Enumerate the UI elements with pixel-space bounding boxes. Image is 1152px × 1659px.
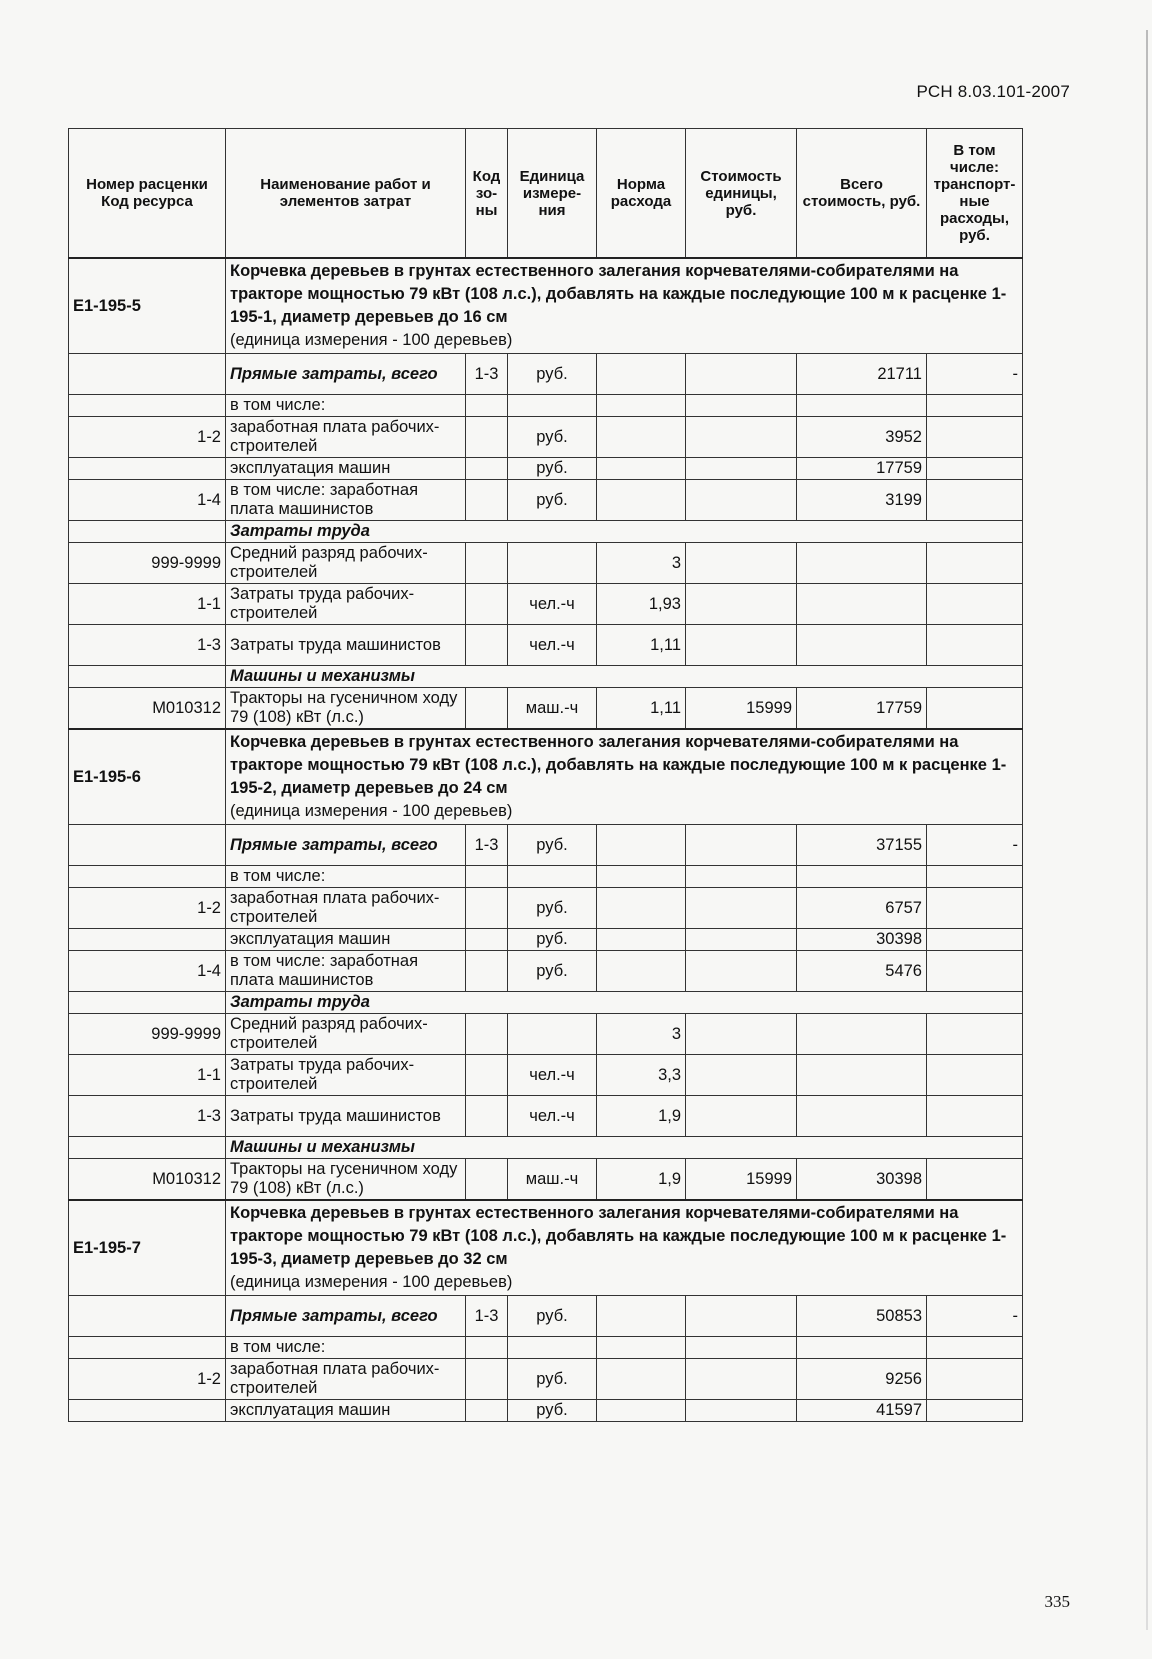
norm-value: 1,11 (597, 688, 686, 730)
unit: чел.-ч (508, 1055, 597, 1096)
header-code: Номер расценки Код ресурса (69, 129, 226, 259)
direct-costs-label: Прямые затраты, всего (226, 354, 466, 395)
norm-value: 3 (597, 1014, 686, 1055)
transport-cost: - (927, 1296, 1023, 1337)
machinist-wages-label: в том числе: заработная плата машинистов (226, 951, 466, 992)
header-transport: В том числе: транспорт-ные расходы, руб. (927, 129, 1023, 259)
unit: руб. (508, 929, 597, 951)
norm-value: 1,93 (597, 584, 686, 625)
rate-code: Е1-195-7 (69, 1200, 226, 1296)
including-row (69, 1337, 1023, 1359)
labor-workers-row (69, 1055, 1023, 1096)
rate-code: Е1-195-6 (69, 729, 226, 825)
resource-code: 1-3 (69, 1096, 226, 1137)
machines-exp-label: эксплуатация машин (226, 929, 466, 951)
machinist-wages-row (69, 480, 1023, 521)
total-cost: 17759 (797, 458, 927, 480)
avg-grade-label: Средний разряд рабочих-строителей (226, 543, 466, 584)
unit: руб. (508, 458, 597, 480)
unit: руб. (508, 480, 597, 521)
zone-code: 1-3 (466, 1296, 508, 1337)
unit: руб. (508, 951, 597, 992)
header-name: Наименование работ и элементов затрат (226, 129, 466, 259)
including-label: в том числе: (226, 395, 466, 417)
unit: чел.-ч (508, 584, 597, 625)
machines-header-row (69, 1137, 1023, 1159)
header-norm: Норма расхода (597, 129, 686, 259)
machinist-wages-row (69, 951, 1023, 992)
header-total-cost: Всего стоимость, руб. (797, 129, 927, 259)
section-title-text: Корчевка деревьев в грунтах естественного залегания корчевателями-собирателями на тракторе мощностью 79 кВт (108 л.с.), добавлять на каждые последующие 100 м к расценке 1-195-1, диаметр деревьев до 16 см (230, 262, 1007, 326)
total-cost: 17759 (797, 688, 927, 730)
page-edge-line (1146, 30, 1148, 1630)
total-cost: 5476 (797, 951, 927, 992)
direct-costs-row (69, 825, 1023, 866)
machines-header: Машины и механизмы (226, 1137, 1023, 1159)
resource-code: 1-2 (69, 417, 226, 458)
transport-cost: - (927, 825, 1023, 866)
tractor-row (69, 1159, 1023, 1201)
wages-label: заработная плата рабочих-строителей (226, 1359, 466, 1400)
labor-machinists-row (69, 1096, 1023, 1137)
unit: руб. (508, 354, 597, 395)
rates-table (68, 128, 1023, 1422)
header-zone: Код зо-ны (466, 129, 508, 259)
total-cost: 6757 (797, 888, 927, 929)
machines-exp-row (69, 929, 1023, 951)
including-row (69, 395, 1023, 417)
resource-code: 999-9999 (69, 543, 226, 584)
labor-header: Затраты труда (226, 521, 1023, 543)
resource-code: 1-1 (69, 1055, 226, 1096)
section-title-row (69, 729, 1023, 825)
zone-code: 1-3 (466, 354, 508, 395)
total-cost: 9256 (797, 1359, 927, 1400)
zone-code: 1-3 (466, 825, 508, 866)
transport-cost: - (927, 354, 1023, 395)
section-title-row (69, 1200, 1023, 1296)
labor-machinists-row (69, 625, 1023, 666)
machines-header-row (69, 666, 1023, 688)
including-row (69, 866, 1023, 888)
document-code: РСН 8.03.101-2007 (916, 82, 1070, 101)
page-number: 335 (1044, 1592, 1070, 1611)
labor-machinists-label: Затраты труда машинистов (226, 625, 466, 666)
section-title-text: Корчевка деревьев в грунтах естественного залегания корчевателями-собирателями на тракторе мощностью 79 кВт (108 л.с.), добавлять на каждые последующие 100 м к расценке 1-195-3, диаметр деревьев до 32 см (230, 1204, 1007, 1268)
resource-code: 1-1 (69, 584, 226, 625)
unit: чел.-ч (508, 1096, 597, 1137)
total-cost: 30398 (797, 929, 927, 951)
including-label: в том числе: (226, 1337, 466, 1359)
unit: руб. (508, 888, 597, 929)
avg-grade-row (69, 543, 1023, 584)
section-title (226, 1200, 1023, 1296)
unit: руб. (508, 1296, 597, 1337)
direct-costs-row (69, 1296, 1023, 1337)
header-row (69, 129, 1023, 259)
empty-cell (686, 354, 797, 395)
unit: маш.-ч (508, 1159, 597, 1201)
header-unit: Единица измере-ния (508, 129, 597, 259)
unit: руб. (508, 1400, 597, 1422)
section-title (226, 258, 1023, 354)
labor-workers-label: Затраты труда рабочих-строителей (226, 1055, 466, 1096)
machines-exp-row (69, 458, 1023, 480)
direct-costs-label: Прямые затраты, всего (226, 1296, 466, 1337)
total-cost: 37155 (797, 825, 927, 866)
tractor-row (69, 688, 1023, 730)
resource-code: М010312 (69, 1159, 226, 1201)
resource-code: 999-9999 (69, 1014, 226, 1055)
norm-value: 3 (597, 543, 686, 584)
resource-code: 1-2 (69, 888, 226, 929)
header-unit-cost: Стоимость единицы, руб. (686, 129, 797, 259)
total-cost: 21711 (797, 354, 927, 395)
resource-code: 1-2 (69, 1359, 226, 1400)
empty-cell (69, 395, 226, 417)
wages-row (69, 417, 1023, 458)
empty-cell (69, 354, 226, 395)
tractor-label: Тракторы на гусеничном ходу 79 (108) кВт (л.с.) (226, 1159, 466, 1201)
avg-grade-label: Средний разряд рабочих-строителей (226, 1014, 466, 1055)
section-title-row (69, 258, 1023, 354)
machines-exp-label: эксплуатация машин (226, 1400, 466, 1422)
unit: руб. (508, 417, 597, 458)
section-unit-note: (единица измерения - 100 деревьев) (230, 1273, 513, 1291)
resource-code: 1-4 (69, 480, 226, 521)
section-title-text: Корчевка деревьев в грунтах естественного залегания корчевателями-собирателями на тракторе мощностью 79 кВт (108 л.с.), добавлять на каждые последующие 100 м к расценке 1-195-2, диаметр деревьев до 24 см (230, 733, 1007, 797)
norm-value: 1,9 (597, 1096, 686, 1137)
norm-value: 3,3 (597, 1055, 686, 1096)
machines-header: Машины и механизмы (226, 666, 1023, 688)
labor-workers-label: Затраты труда рабочих-строителей (226, 584, 466, 625)
avg-grade-row (69, 1014, 1023, 1055)
section-unit-note: (единица измерения - 100 деревьев) (230, 331, 513, 349)
including-label: в том числе: (226, 866, 466, 888)
total-cost: 3952 (797, 417, 927, 458)
labor-header: Затраты труда (226, 992, 1023, 1014)
unit-cost: 15999 (686, 1159, 797, 1201)
empty-cell (597, 354, 686, 395)
machines-exp-label: эксплуатация машин (226, 458, 466, 480)
total-cost: 3199 (797, 480, 927, 521)
resource-code: 1-4 (69, 951, 226, 992)
labor-header-row (69, 992, 1023, 1014)
tractor-label: Тракторы на гусеничном ходу 79 (108) кВт (л.с.) (226, 688, 466, 730)
section-unit-note: (единица измерения - 100 деревьев) (230, 802, 513, 820)
unit: руб. (508, 825, 597, 866)
total-cost: 30398 (797, 1159, 927, 1201)
labor-workers-row (69, 584, 1023, 625)
wages-row (69, 888, 1023, 929)
resource-code: 1-3 (69, 625, 226, 666)
wages-label: заработная плата рабочих-строителей (226, 417, 466, 458)
rate-code: Е1-195-5 (69, 258, 226, 354)
labor-header-row (69, 521, 1023, 543)
wages-label: заработная плата рабочих-строителей (226, 888, 466, 929)
direct-costs-row (69, 354, 1023, 395)
unit: чел.-ч (508, 625, 597, 666)
labor-machinists-label: Затраты труда машинистов (226, 1096, 466, 1137)
unit-cost: 15999 (686, 688, 797, 730)
machines-exp-row (69, 1400, 1023, 1422)
unit: маш.-ч (508, 688, 597, 730)
resource-code: М010312 (69, 688, 226, 730)
norm-value: 1,11 (597, 625, 686, 666)
unit: руб. (508, 1359, 597, 1400)
section-title (226, 729, 1023, 825)
machinist-wages-label: в том числе: заработная плата машинистов (226, 480, 466, 521)
wages-row (69, 1359, 1023, 1400)
norm-value: 1,9 (597, 1159, 686, 1201)
total-cost: 50853 (797, 1296, 927, 1337)
total-cost: 41597 (797, 1400, 927, 1422)
direct-costs-label: Прямые затраты, всего (226, 825, 466, 866)
